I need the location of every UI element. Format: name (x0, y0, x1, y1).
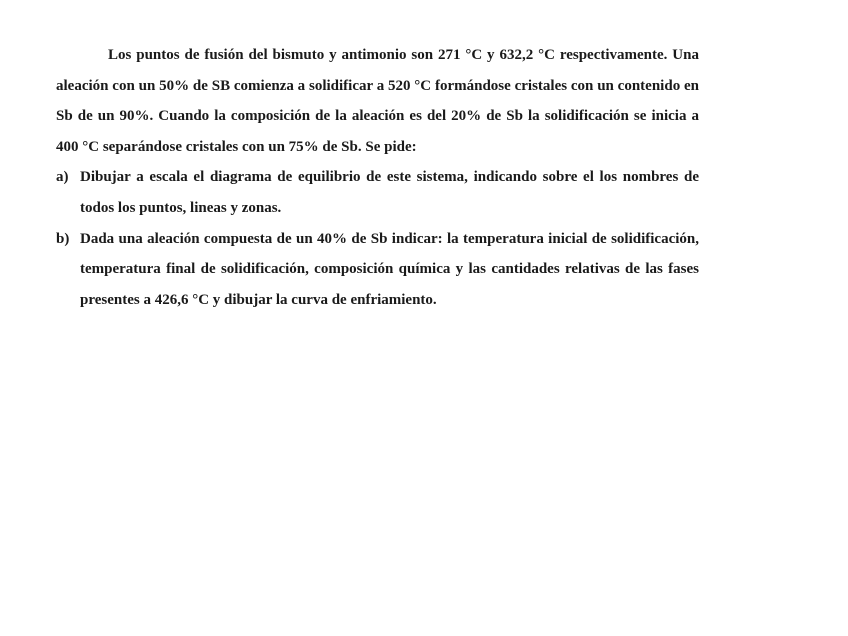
task-marker-a: a) (56, 169, 69, 186)
task-item-a (56, 162, 699, 223)
task-text-b: Dada una aleación compuesta de un 40% de Sb indicar: la temperatura inicial de solidificación, temperatura final de solidificación, composición química y las cantidades relativas de las fases presentes a 426,6 °C y dibujar la curva de enfriamiento. (80, 230, 699, 308)
task-list (56, 162, 699, 315)
task-marker-b: b) (56, 230, 70, 247)
task-item-b (56, 224, 699, 316)
problem-statement (56, 40, 699, 315)
intro-paragraph: Los puntos de fusión del bismuto y antimonio son 271 °C y 632,2 °C respectivamente. Una aleación con un 50% de SB comienza a solidificar a 520 °C formándose cristales con un contenido en Sb de un 90%. Cuando la composición de la aleación es del 20% de Sb la solidificación se inicia a 400 °C separándose cristales con un 75% de Sb. Se pide: (56, 47, 699, 155)
task-text-a: Dibujar a escala el diagrama de equilibrio de este sistema, indicando sobre el los nombres de todos los puntos, lineas y zonas. (80, 169, 699, 216)
